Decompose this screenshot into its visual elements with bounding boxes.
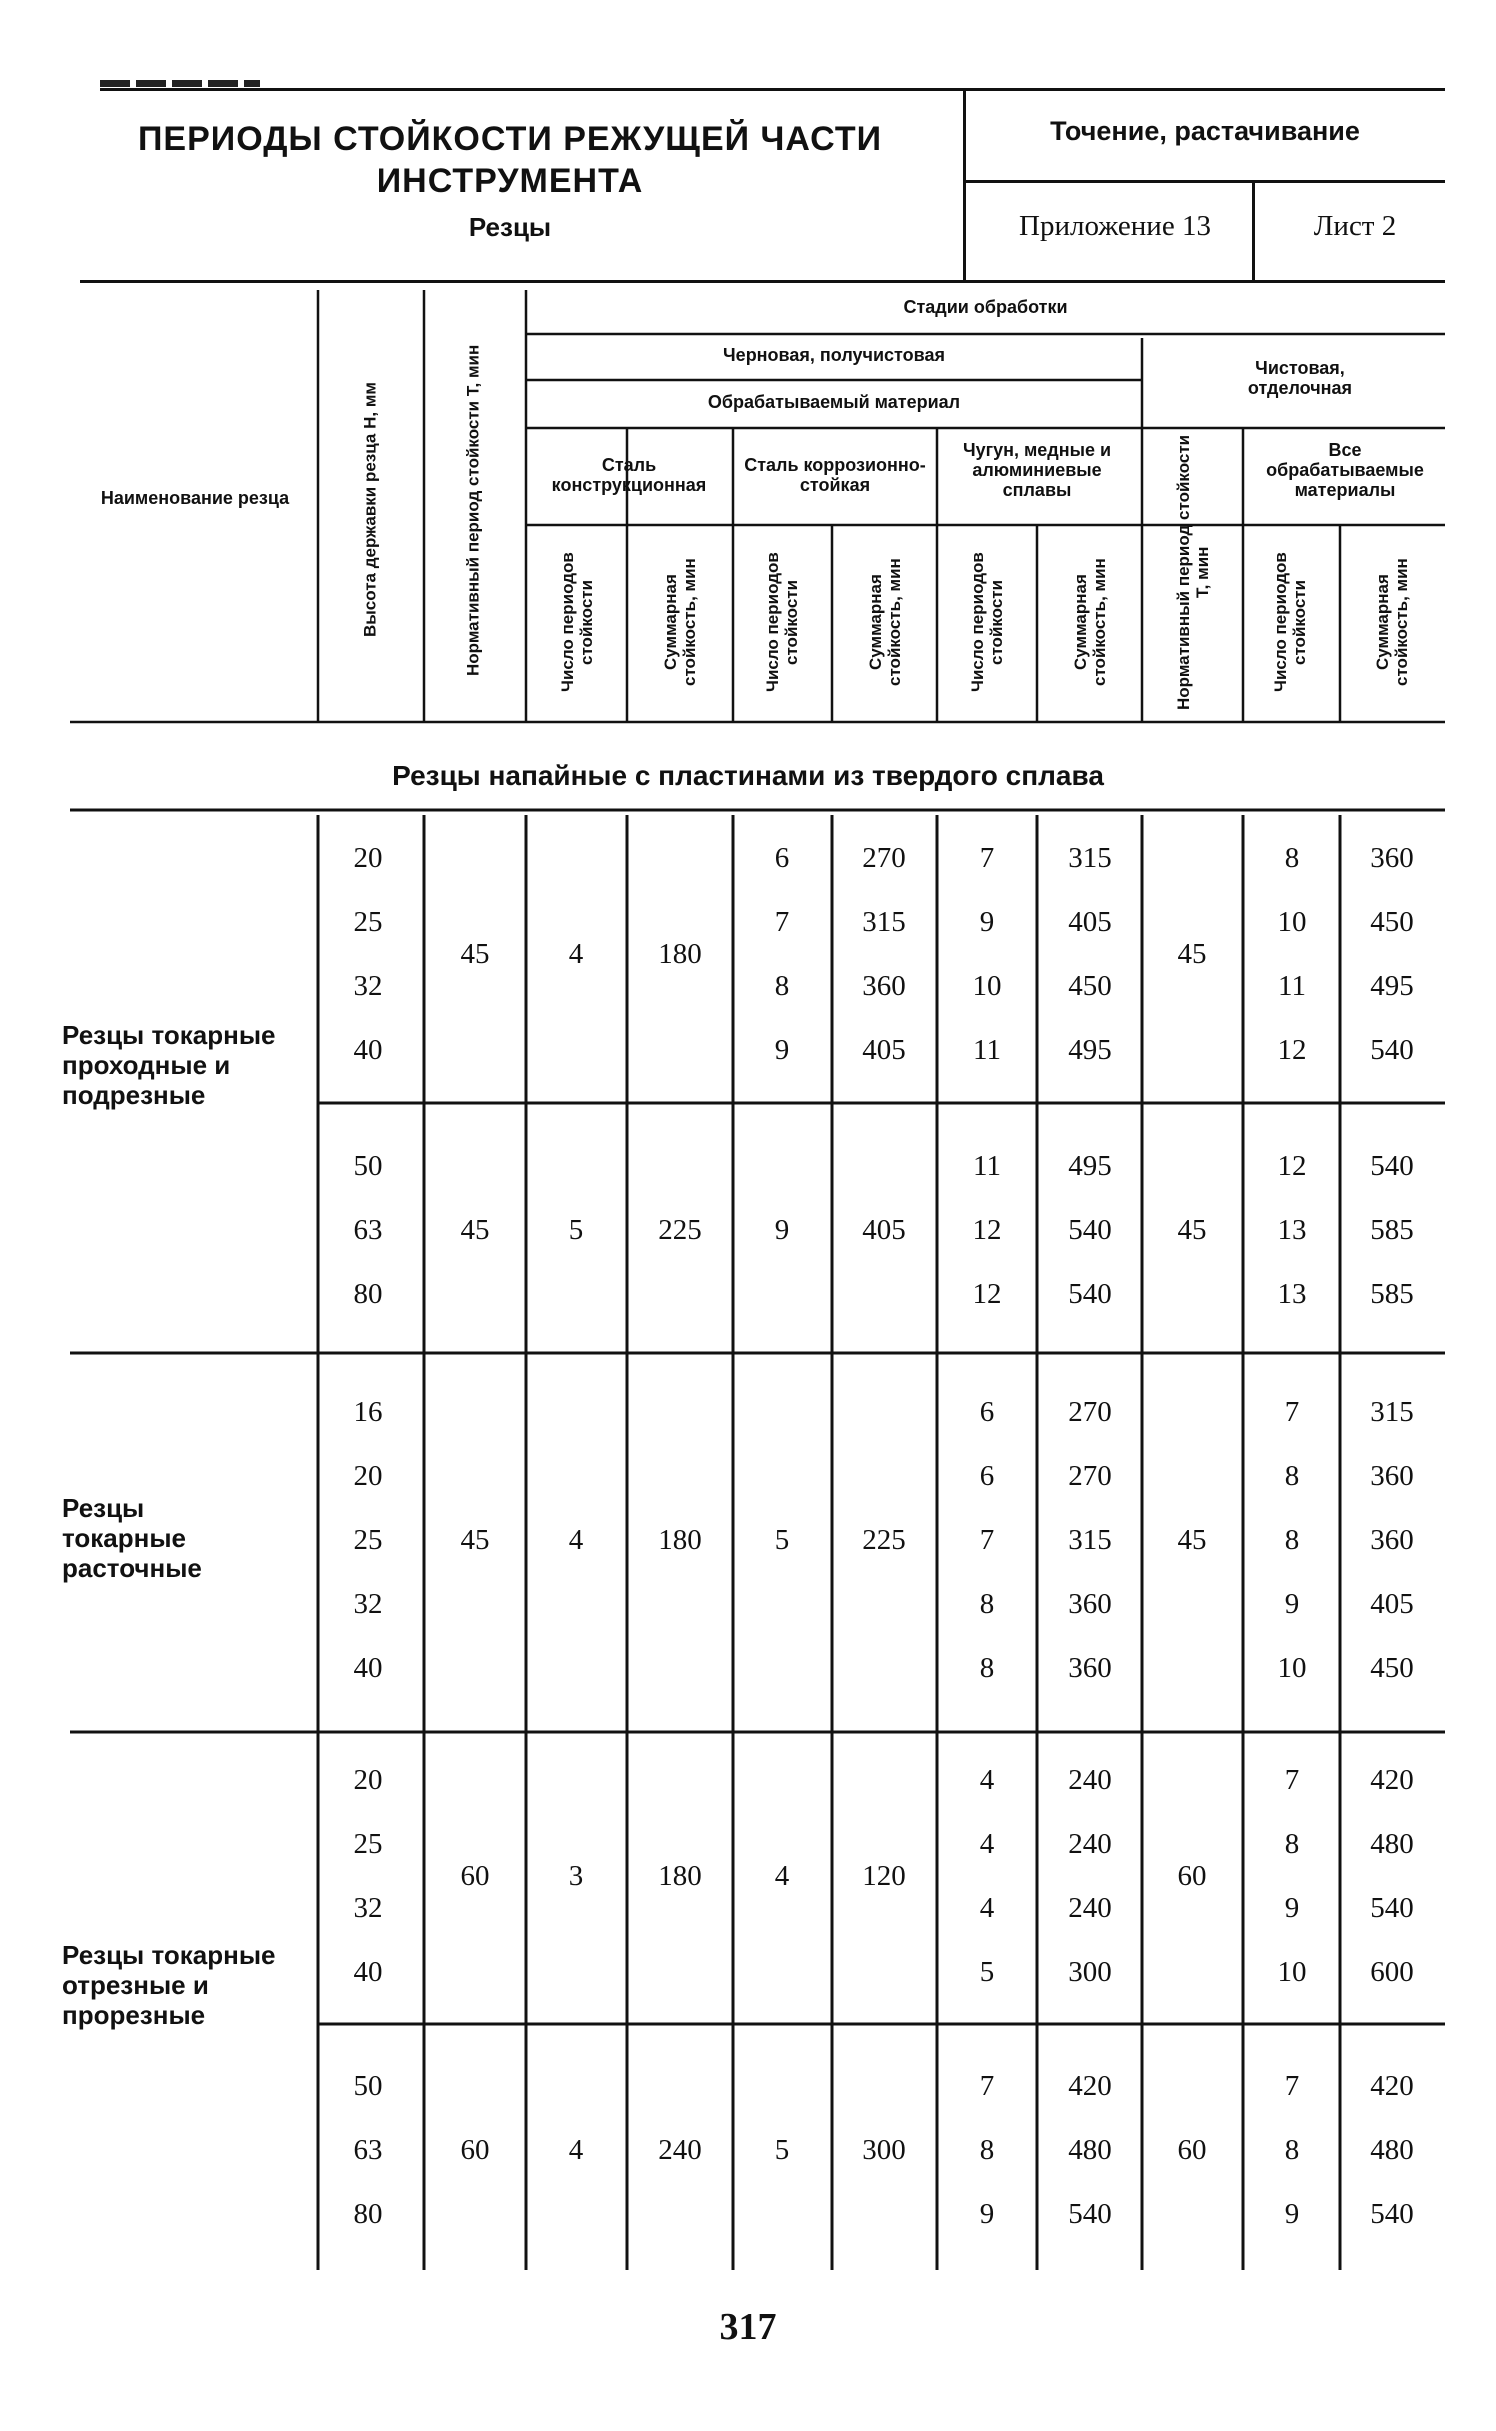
col-steel-periods: Число периодов стойкости [558, 552, 596, 693]
table-cell-iron-n: 8 [979, 1588, 995, 1620]
table-cell-steel-sum: 180 [658, 938, 702, 970]
table-cell-all-n: 13 [1277, 1214, 1307, 1246]
table-cell-iron-sum: 240 [1068, 1764, 1112, 1796]
table-cell-stainless-sum: 315 [862, 906, 906, 938]
table-cell-iron-n: 5 [979, 1956, 995, 1988]
table-cell-all-n: 8 [1284, 2134, 1300, 2166]
table-cell-all-sum: 600 [1370, 1956, 1414, 1988]
header-divider-vertical [963, 88, 966, 281]
table-cell-heights: 63 [353, 2134, 383, 2166]
table-cell-all-n: 9 [1284, 1588, 1300, 1620]
table-cell-stainless-sum: 120 [862, 1860, 906, 1892]
table-cell-iron-n: 7 [979, 1524, 995, 1556]
table-cell-iron-n: 10 [972, 970, 1002, 1002]
header-bottom-rule [80, 280, 1445, 283]
table-cell-iron-sum: 360 [1068, 1588, 1112, 1620]
table-cell-all-sum: 495 [1370, 970, 1414, 1002]
table-cell-norm-t: 45 [460, 938, 490, 970]
table-cell-heights: 50 [353, 1150, 383, 1182]
table-cell-finish-t: 45 [1177, 1524, 1207, 1556]
header-finish: Чистовая, отделочная [1247, 358, 1353, 398]
table-cell-iron-n: 6 [979, 1460, 995, 1492]
header-steel-stainless: Сталь коррозионно-стойкая [744, 455, 926, 495]
table-cell-all-sum: 360 [1370, 842, 1414, 874]
table-cell-steel-n: 3 [568, 1860, 584, 1892]
table-cell-heights: 16 [353, 1396, 383, 1428]
table-cell-iron-n: 8 [979, 2134, 995, 2166]
table-cell-all-n: 8 [1284, 1460, 1300, 1492]
table-cell-steel-n: 4 [568, 2134, 584, 2166]
sheet-label: Лист 2 [1313, 210, 1397, 242]
table-cell-all-n: 12 [1277, 1150, 1307, 1182]
table-cell-heights: 40 [353, 1034, 383, 1066]
table-cell-iron-sum: 240 [1068, 1828, 1112, 1860]
header-divider-horizontal [963, 180, 1445, 183]
table-cell-all-n: 8 [1284, 1524, 1300, 1556]
top-rule-mark [100, 80, 260, 87]
table-cell-iron-n: 12 [972, 1278, 1002, 1310]
header-all-materials: Все обрабатываемые материалы [1266, 440, 1424, 500]
table-cell-steel-sum: 240 [658, 2134, 702, 2166]
table-cell-steel-sum: 225 [658, 1214, 702, 1246]
table-cell-all-n: 8 [1284, 842, 1300, 874]
table-cell-norm-t: 60 [460, 1860, 490, 1892]
table-cell-heights: 20 [353, 842, 383, 874]
table-cell-stainless-n: 8 [774, 970, 790, 1002]
table-cell-iron-sum: 495 [1068, 1150, 1112, 1182]
table-cell-all-n: 12 [1277, 1034, 1307, 1066]
table-cell-heights: 25 [353, 906, 383, 938]
col-stainless-periods: Число периодов стойкости [763, 552, 801, 693]
table-cell-heights: 25 [353, 1828, 383, 1860]
table-cell-all-sum: 480 [1370, 2134, 1414, 2166]
table-cell-norm-t: 45 [460, 1524, 490, 1556]
page-title [70, 118, 950, 202]
table-cell-stainless-sum: 405 [862, 1034, 906, 1066]
table-cell-steel-sum: 180 [658, 1524, 702, 1556]
table-cell-iron-n: 7 [979, 2070, 995, 2102]
page-title-line2: ИНСТРУМЕНТА [376, 162, 644, 200]
table-cell-all-n: 9 [1284, 1892, 1300, 1924]
table-cell-all-n: 10 [1277, 906, 1307, 938]
table-cell-iron-sum: 495 [1068, 1034, 1112, 1066]
table-cell-stainless-sum: 225 [862, 1524, 906, 1556]
table-cell-all-sum: 480 [1370, 1828, 1414, 1860]
table-cell-all-n: 11 [1278, 970, 1306, 1002]
table-cell-stainless-sum: 270 [862, 842, 906, 874]
table-cell-all-n: 10 [1277, 1652, 1307, 1684]
table-cell-all-sum: 360 [1370, 1460, 1414, 1492]
table-cell-iron-n: 11 [973, 1034, 1001, 1066]
table-cell-iron-sum: 540 [1068, 2198, 1112, 2230]
table-cell-iron-n: 4 [979, 1764, 995, 1796]
group-name: Резцы токарные проходные и подрезные [62, 1020, 276, 1110]
table-cell-stainless-n: 7 [774, 906, 790, 938]
table-cell-steel-sum: 180 [658, 1860, 702, 1892]
table-cell-iron-sum: 405 [1068, 906, 1112, 938]
table-cell-iron-sum: 540 [1068, 1214, 1112, 1246]
appendix-label: Приложение 13 [1019, 210, 1211, 242]
table-cell-iron-n: 4 [979, 1828, 995, 1860]
table-cell-all-n: 13 [1277, 1278, 1307, 1310]
col-iron-periods: Число периодов стойкости [968, 552, 1006, 693]
col-stainless-total: Суммарная стойкость, мин [866, 558, 904, 687]
table-cell-all-sum: 540 [1370, 2198, 1414, 2230]
table-cell-all-sum: 360 [1370, 1524, 1414, 1556]
table-cell-all-n: 7 [1284, 1764, 1300, 1796]
table-cell-all-sum: 450 [1370, 1652, 1414, 1684]
table-cell-all-n: 8 [1284, 1828, 1300, 1860]
table-cell-all-sum: 420 [1370, 2070, 1414, 2102]
table-cell-steel-n: 4 [568, 938, 584, 970]
table-cell-iron-n: 7 [979, 842, 995, 874]
col-finish-norm-period: Нормативный период стойкости Т, мин [1174, 434, 1212, 710]
table-cell-iron-n: 9 [979, 906, 995, 938]
table-cell-stainless-n: 4 [774, 1860, 790, 1892]
header-cast-iron: Чугун, медные и алюминиевые сплавы [962, 440, 1112, 500]
table-cell-iron-n: 4 [979, 1892, 995, 1924]
table-cell-heights: 32 [353, 970, 383, 1002]
table-cell-iron-sum: 270 [1068, 1396, 1112, 1428]
table-cell-all-n: 10 [1277, 1956, 1307, 1988]
table-cell-iron-sum: 540 [1068, 1278, 1112, 1310]
table-cell-steel-n: 4 [568, 1524, 584, 1556]
table-cell-iron-sum: 420 [1068, 2070, 1112, 2102]
page-subtitle: Резцы [468, 212, 552, 242]
table-cell-iron-sum: 300 [1068, 1956, 1112, 1988]
table-cell-all-n: 7 [1284, 1396, 1300, 1428]
table-cell-heights: 25 [353, 1524, 383, 1556]
col-holder-height: Высота державки резца Н, мм [360, 382, 380, 638]
table-cell-heights: 40 [353, 1652, 383, 1684]
table-cell-all-sum: 450 [1370, 906, 1414, 938]
table-cell-stainless-sum: 360 [862, 970, 906, 1002]
table-cell-finish-t: 45 [1177, 938, 1207, 970]
header-rough: Черновая, получистовая [723, 345, 945, 365]
table-cell-all-sum: 540 [1370, 1892, 1414, 1924]
col-cutter-name: Наименование резца [100, 488, 290, 508]
table-cell-norm-t: 45 [460, 1214, 490, 1246]
table-cell-stainless-n: 9 [774, 1034, 790, 1066]
table-cell-iron-sum: 480 [1068, 2134, 1112, 2166]
page-title-line1: ПЕРИОДЫ СТОЙКОСТИ РЕЖУЩЕЙ ЧАСТИ [137, 120, 883, 158]
table-cell-heights: 32 [353, 1588, 383, 1620]
group-name: Резцы токарные отрезные и прорезные [62, 1940, 276, 2030]
table-cell-iron-n: 6 [979, 1396, 995, 1428]
group-name: Резцы токарные расточные [62, 1493, 202, 1583]
table-cell-iron-sum: 450 [1068, 970, 1112, 1002]
table-cell-iron-sum: 360 [1068, 1652, 1112, 1684]
header-material: Обрабатываемый материал [707, 392, 961, 412]
group-name-boring-cutters [62, 1493, 222, 1583]
table-cell-all-n: 7 [1284, 2070, 1300, 2102]
group-name-parting-cutters [62, 1940, 282, 2030]
table-cell-steel-n: 5 [568, 1214, 584, 1246]
table-cell-iron-sum: 240 [1068, 1892, 1112, 1924]
col-steel-total: Суммарная стойкость, мин [661, 558, 699, 687]
table-cell-heights: 40 [353, 1956, 383, 1988]
header-steel-struct: Сталь конструкционная [551, 455, 707, 495]
table-cell-all-sum: 585 [1370, 1278, 1414, 1310]
table-cell-iron-n: 12 [972, 1214, 1002, 1246]
table-cell-all-n: 9 [1284, 2198, 1300, 2230]
table-cell-heights: 20 [353, 1764, 383, 1796]
table-cell-finish-t: 45 [1177, 1214, 1207, 1246]
page-number: 317 [719, 2306, 777, 2348]
table-cell-heights: 32 [353, 1892, 383, 1924]
table-cell-stainless-n: 9 [774, 1214, 790, 1246]
col-all-total: Суммарная стойкость, мин [1373, 558, 1411, 687]
table-cell-iron-sum: 315 [1068, 1524, 1112, 1556]
table-cell-all-sum: 405 [1370, 1588, 1414, 1620]
table-cell-finish-t: 60 [1177, 2134, 1207, 2166]
header-top-rule [100, 88, 1445, 91]
table-cell-all-sum: 540 [1370, 1150, 1414, 1182]
table-cell-all-sum: 585 [1370, 1214, 1414, 1246]
table-cell-heights: 80 [353, 1278, 383, 1310]
table-cell-heights: 20 [353, 1460, 383, 1492]
header-stages: Стадии обработки [903, 297, 1068, 317]
table-cell-iron-sum: 270 [1068, 1460, 1112, 1492]
table-cell-finish-t: 60 [1177, 1860, 1207, 1892]
table-cell-all-sum: 315 [1370, 1396, 1414, 1428]
table-cell-heights: 50 [353, 2070, 383, 2102]
table-cell-all-sum: 420 [1370, 1764, 1414, 1796]
col-norm-period: Нормативный период стойкости Т, мин [463, 344, 483, 676]
group-name-pass-cutters [62, 1020, 282, 1110]
table-cell-all-sum: 540 [1370, 1034, 1414, 1066]
operation-title: Точение, растачивание [1050, 116, 1360, 146]
section-title: Резцы напайные с пластинами из твердого сплава [392, 760, 1104, 791]
table-cell-stainless-sum: 405 [862, 1214, 906, 1246]
table-cell-heights: 80 [353, 2198, 383, 2230]
col-iron-total: Суммарная стойкость, мин [1071, 558, 1109, 687]
table-cell-norm-t: 60 [460, 2134, 490, 2166]
col-all-periods: Число периодов стойкости [1271, 552, 1309, 693]
table-cell-iron-n: 9 [979, 2198, 995, 2230]
table-cell-stainless-n: 6 [774, 842, 790, 874]
table-cell-stainless-sum: 300 [862, 2134, 906, 2166]
table-cell-stainless-n: 5 [774, 1524, 790, 1556]
table-cell-iron-sum: 315 [1068, 842, 1112, 874]
table-cell-iron-n: 11 [973, 1150, 1001, 1182]
table-cell-stainless-n: 5 [774, 2134, 790, 2166]
table-cell-heights: 63 [353, 1214, 383, 1246]
table-cell-iron-n: 8 [979, 1652, 995, 1684]
